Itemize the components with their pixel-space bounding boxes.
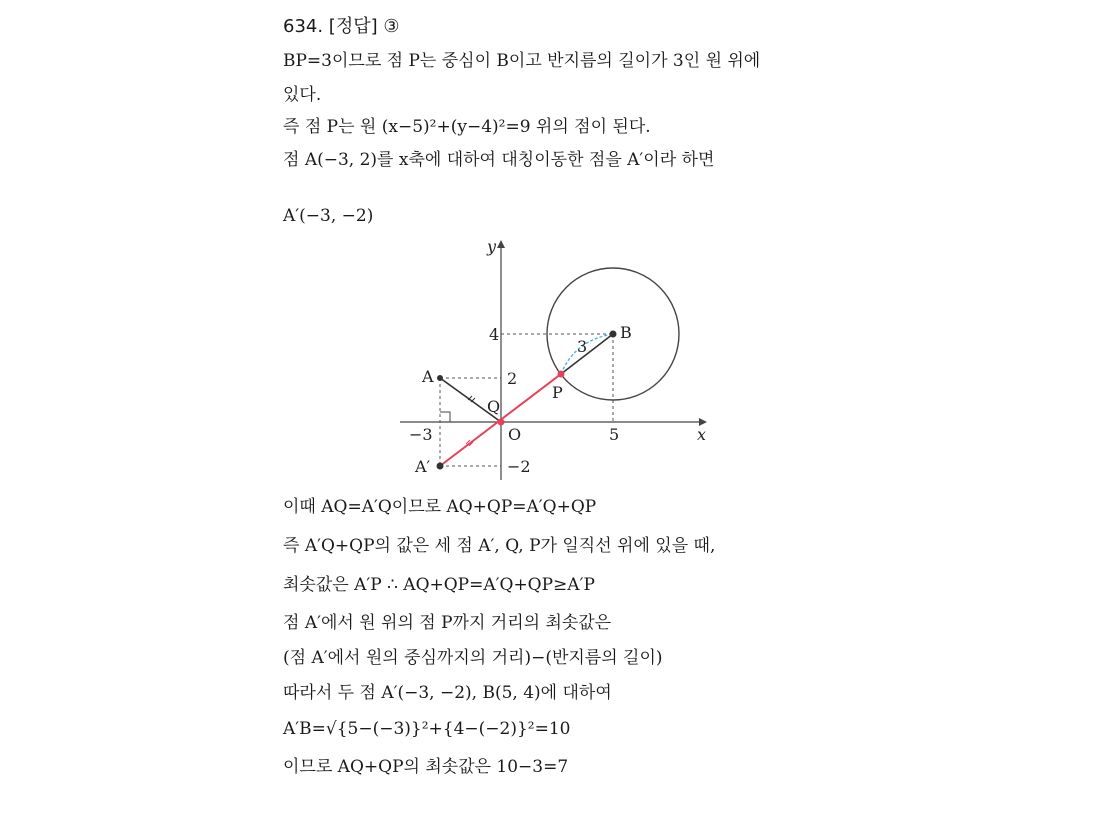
solution-line-10: (점 A′에서 원의 중심까지의 거리)−(반지름의 길이) [283, 648, 663, 668]
tick-label-neg3: −3 [409, 425, 433, 444]
problem-heading: 634. [정답] ③ [283, 16, 400, 37]
solution-line-2: 있다. [283, 85, 322, 105]
label-a: A [422, 367, 434, 386]
point-a [437, 375, 443, 381]
point-p [558, 371, 565, 378]
solution-line-12: A′B=√{5−(−3)}²+{4−(−2)}²=10 [283, 719, 571, 739]
axis-x-label: x [697, 425, 707, 444]
tick-label-5: 5 [609, 425, 620, 444]
solution-line-8: 최솟값은 A′P ∴ AQ+QP=A′Q+QP≥A′P [283, 575, 595, 595]
label-b: B [620, 323, 632, 342]
solution-line-13: 이므로 AQ+QP의 최솟값은 10−3=7 [283, 757, 569, 777]
solution-line-7: 즉 A′Q+QP의 값은 세 점 A′, Q, P가 일직선 위에 있을 때, [283, 536, 716, 556]
tick-mark-aq [468, 396, 475, 402]
label-aprime: A′ [415, 457, 431, 476]
solution-line-3: 즉 점 P는 원 (x−5)²+(y−4)²=9 위의 점이 된다. [283, 117, 651, 137]
solution-line-1: BP=3이므로 점 P는 중심이 B이고 반지름의 길이가 3인 원 위에 [283, 51, 761, 71]
solution-line-4: 점 A(−3, 2)를 x축에 대하여 대칭이동한 점을 A′이라 하면 [283, 150, 715, 170]
label-q: Q [487, 397, 501, 416]
label-p: P [552, 383, 563, 402]
point-b [610, 331, 617, 338]
solution-line-5: A′(−3, −2) [283, 206, 374, 226]
y-axis-arrow [497, 240, 505, 248]
tick-label-neg2: −2 [507, 457, 531, 476]
point-q [498, 419, 505, 426]
axis-y-label: y [487, 237, 497, 256]
coordinate-figure [395, 232, 715, 482]
tick-label-4: 4 [489, 325, 500, 344]
right-angle-mark [440, 412, 450, 422]
point-aprime [437, 463, 444, 470]
solution-line-6: 이때 AQ=A′Q이므로 AQ+QP=A′Q+QP [283, 497, 597, 517]
tick-label-2: 2 [507, 369, 518, 388]
solution-line-11: 따라서 두 점 A′(−3, −2), B(5, 4)에 대하여 [283, 683, 612, 703]
label-radius: 3 [577, 337, 588, 356]
origin-label: O [508, 425, 522, 444]
solution-line-9: 점 A′에서 원 위의 점 P까지 거리의 최솟값은 [283, 613, 612, 633]
